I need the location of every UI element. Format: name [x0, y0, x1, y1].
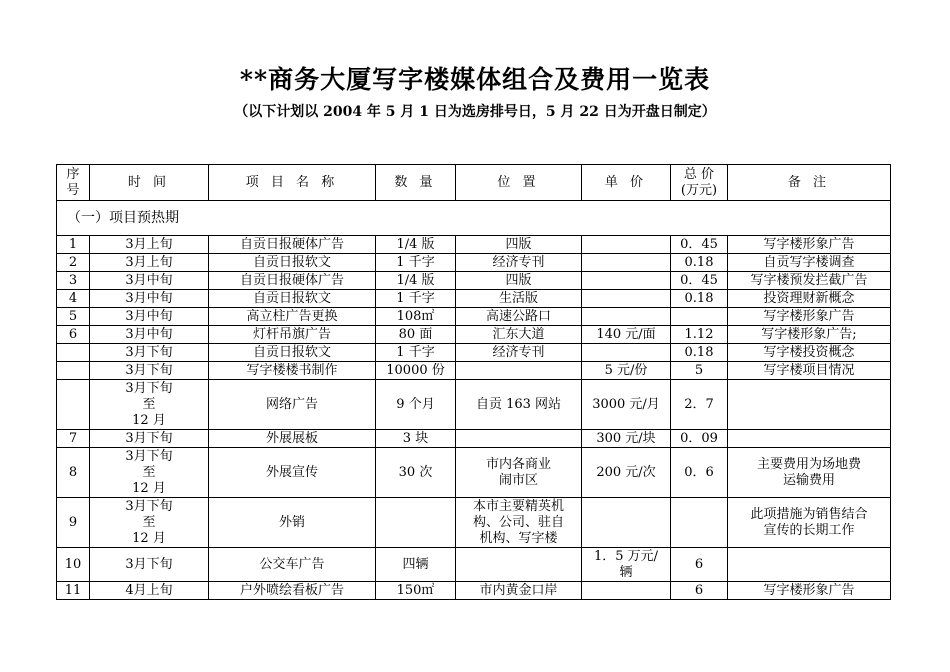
cell-location — [456, 430, 582, 448]
cell-qty: 9 个月 — [376, 380, 456, 430]
cell-seq: 6 — [57, 326, 90, 344]
cell-location: 高速公路口 — [456, 308, 582, 326]
cell-project: 外展宣传 — [209, 448, 376, 498]
cell-location: 汇东大道 — [456, 326, 582, 344]
cell-time: 3月下旬 — [90, 548, 209, 582]
section-row — [57, 201, 891, 236]
cell-time: 3月下旬 — [90, 430, 209, 448]
cell-qty: 3 块 — [376, 430, 456, 448]
cell-seq — [57, 344, 90, 362]
cell-time: 3月下旬 至 12 月 — [90, 498, 209, 548]
table-row — [57, 326, 891, 344]
header-remark: 备 注 — [728, 165, 891, 201]
cell-time: 3月中旬 — [90, 272, 209, 290]
cell-unit-price: 200 元/次 — [582, 448, 671, 498]
cell-qty: 1/4 版 — [376, 272, 456, 290]
cell-seq — [57, 380, 90, 430]
cell-project: 灯杆吊旗广告 — [209, 326, 376, 344]
table-row — [57, 344, 891, 362]
cell-seq — [57, 362, 90, 380]
cell-project: 自贡日报软文 — [209, 290, 376, 308]
cell-seq: 3 — [57, 272, 90, 290]
cell-project: 高立柱广告更换 — [209, 308, 376, 326]
cell-qty: 150㎡ — [376, 582, 456, 600]
cell-remark: 此项措施为销售结合 宣传的长期工作 — [728, 498, 891, 548]
cell-project: 公交车广告 — [209, 548, 376, 582]
media-cost-table — [56, 164, 891, 600]
cell-time: 3月下旬 至 12 月 — [90, 380, 209, 430]
table-row — [57, 308, 891, 326]
table-row — [57, 254, 891, 272]
cell-remark: 投资理财新概念 — [728, 290, 891, 308]
cell-location: 市内黄金口岸 — [456, 582, 582, 600]
cell-qty: 10000 份 — [376, 362, 456, 380]
document-title: **商务大厦写字楼媒体组合及费用一览表 — [239, 65, 711, 94]
cell-qty: 1 千字 — [376, 254, 456, 272]
cell-total: 0.18 — [671, 290, 728, 308]
cell-total: 6 — [671, 548, 728, 582]
cell-qty: 四辆 — [376, 548, 456, 582]
cell-total: 0.18 — [671, 344, 728, 362]
table-row — [57, 498, 891, 548]
cell-project: 户外喷绘看板广告 — [209, 582, 376, 600]
cell-seq: 11 — [57, 582, 90, 600]
cell-total: 1.12 — [671, 326, 728, 344]
cell-remark: 写字楼预发拦截广告 — [728, 272, 891, 290]
cell-unit-price: 140 元/面 — [582, 326, 671, 344]
cell-remark: 写字楼形象广告; — [728, 326, 891, 344]
table-row — [57, 430, 891, 448]
cell-unit-price: 1．5 万元/ 辆 — [582, 548, 671, 582]
cell-unit-price — [582, 290, 671, 308]
cell-unit-price — [582, 308, 671, 326]
cell-seq: 2 — [57, 254, 90, 272]
header-row — [57, 165, 891, 201]
table-row — [57, 380, 891, 430]
cell-project: 自贡日报软文 — [209, 254, 376, 272]
cell-remark — [728, 380, 891, 430]
cell-seq: 9 — [57, 498, 90, 548]
cell-unit-price — [582, 254, 671, 272]
cell-project: 自贡日报软文 — [209, 344, 376, 362]
cell-total: 2．7 — [671, 380, 728, 430]
document-subtitle: （以下计划以 2004 年 5 月 1 日为选房排号日，5 月 22 日为开盘日制定） — [234, 104, 716, 120]
cell-seq: 1 — [57, 236, 90, 254]
cell-qty: 1 千字 — [376, 344, 456, 362]
cell-unit-price — [582, 272, 671, 290]
cell-remark: 写字楼形象广告 — [728, 236, 891, 254]
cell-seq: 4 — [57, 290, 90, 308]
cell-qty — [376, 498, 456, 548]
cell-time: 3月下旬 — [90, 362, 209, 380]
cell-total — [671, 498, 728, 548]
table-row — [57, 582, 891, 600]
section-label: （一）项目预热期 — [57, 201, 891, 236]
cell-unit-price: 3000 元/月 — [582, 380, 671, 430]
table-row — [57, 448, 891, 498]
table-row — [57, 272, 891, 290]
cell-remark — [728, 548, 891, 582]
cell-location: 自贡 163 网站 — [456, 380, 582, 430]
cell-time: 3月中旬 — [90, 326, 209, 344]
cell-total: 0.18 — [671, 254, 728, 272]
header-unit-price: 单 价 — [582, 165, 671, 201]
table-row — [57, 290, 891, 308]
header-total: 总 价 (万元) — [671, 165, 728, 201]
cell-qty: 80 面 — [376, 326, 456, 344]
cell-qty: 108㎡ — [376, 308, 456, 326]
header-project: 项 目 名 称 — [209, 165, 376, 201]
cell-unit-price — [582, 344, 671, 362]
table-row — [57, 236, 891, 254]
cell-unit-price — [582, 498, 671, 548]
cell-time: 3月上旬 — [90, 236, 209, 254]
cell-total — [671, 308, 728, 326]
cell-unit-price: 300 元/块 — [582, 430, 671, 448]
cell-project: 写字楼楼书制作 — [209, 362, 376, 380]
cell-seq: 8 — [57, 448, 90, 498]
cell-unit-price — [582, 236, 671, 254]
cell-time: 3月中旬 — [90, 290, 209, 308]
cell-time: 3月下旬 — [90, 344, 209, 362]
cell-location: 生活版 — [456, 290, 582, 308]
cell-qty: 30 次 — [376, 448, 456, 498]
cell-location: 经济专刊 — [456, 344, 582, 362]
header-qty: 数 量 — [376, 165, 456, 201]
cell-location: 市内各商业 闹市区 — [456, 448, 582, 498]
cell-total: 6 — [671, 582, 728, 600]
cell-total: 5 — [671, 362, 728, 380]
cell-location — [456, 362, 582, 380]
cell-project: 外展展板 — [209, 430, 376, 448]
cell-total: 0．45 — [671, 272, 728, 290]
cell-location: 四版 — [456, 236, 582, 254]
cell-remark: 自贡写字楼调查 — [728, 254, 891, 272]
cell-unit-price — [582, 582, 671, 600]
cell-time: 3月中旬 — [90, 308, 209, 326]
cell-location: 四版 — [456, 272, 582, 290]
cell-qty: 1/4 版 — [376, 236, 456, 254]
cell-location: 本市主要精英机 构、公司、驻自 机构、写字楼 — [456, 498, 582, 548]
cell-remark: 写字楼项目情况 — [728, 362, 891, 380]
cell-time: 3月下旬 至 12 月 — [90, 448, 209, 498]
cell-time: 3月上旬 — [90, 254, 209, 272]
header-time: 时 间 — [90, 165, 209, 201]
cell-total: 0．45 — [671, 236, 728, 254]
header-seq: 序 号 — [57, 165, 90, 201]
table-row — [57, 362, 891, 380]
cell-remark: 写字楼形象广告 — [728, 582, 891, 600]
cell-remark: 写字楼形象广告 — [728, 308, 891, 326]
cell-total: 0．09 — [671, 430, 728, 448]
cell-remark: 主要费用为场地费 运输费用 — [728, 448, 891, 498]
cell-location: 经济专刊 — [456, 254, 582, 272]
cell-project: 自贡日报硬体广告 — [209, 236, 376, 254]
cell-qty: 1 千字 — [376, 290, 456, 308]
cell-seq: 5 — [57, 308, 90, 326]
cell-seq: 10 — [57, 548, 90, 582]
header-location: 位 置 — [456, 165, 582, 201]
cell-time: 4月上旬 — [90, 582, 209, 600]
cell-project: 自贡日报硬体广告 — [209, 272, 376, 290]
cell-project: 网络广告 — [209, 380, 376, 430]
cell-location — [456, 548, 582, 582]
cell-project: 外销 — [209, 498, 376, 548]
cell-total: 0．6 — [671, 448, 728, 498]
cell-remark: 写字楼投资概念 — [728, 344, 891, 362]
cell-seq: 7 — [57, 430, 90, 448]
cell-unit-price: 5 元/份 — [582, 362, 671, 380]
table-row — [57, 548, 891, 582]
cell-remark — [728, 430, 891, 448]
